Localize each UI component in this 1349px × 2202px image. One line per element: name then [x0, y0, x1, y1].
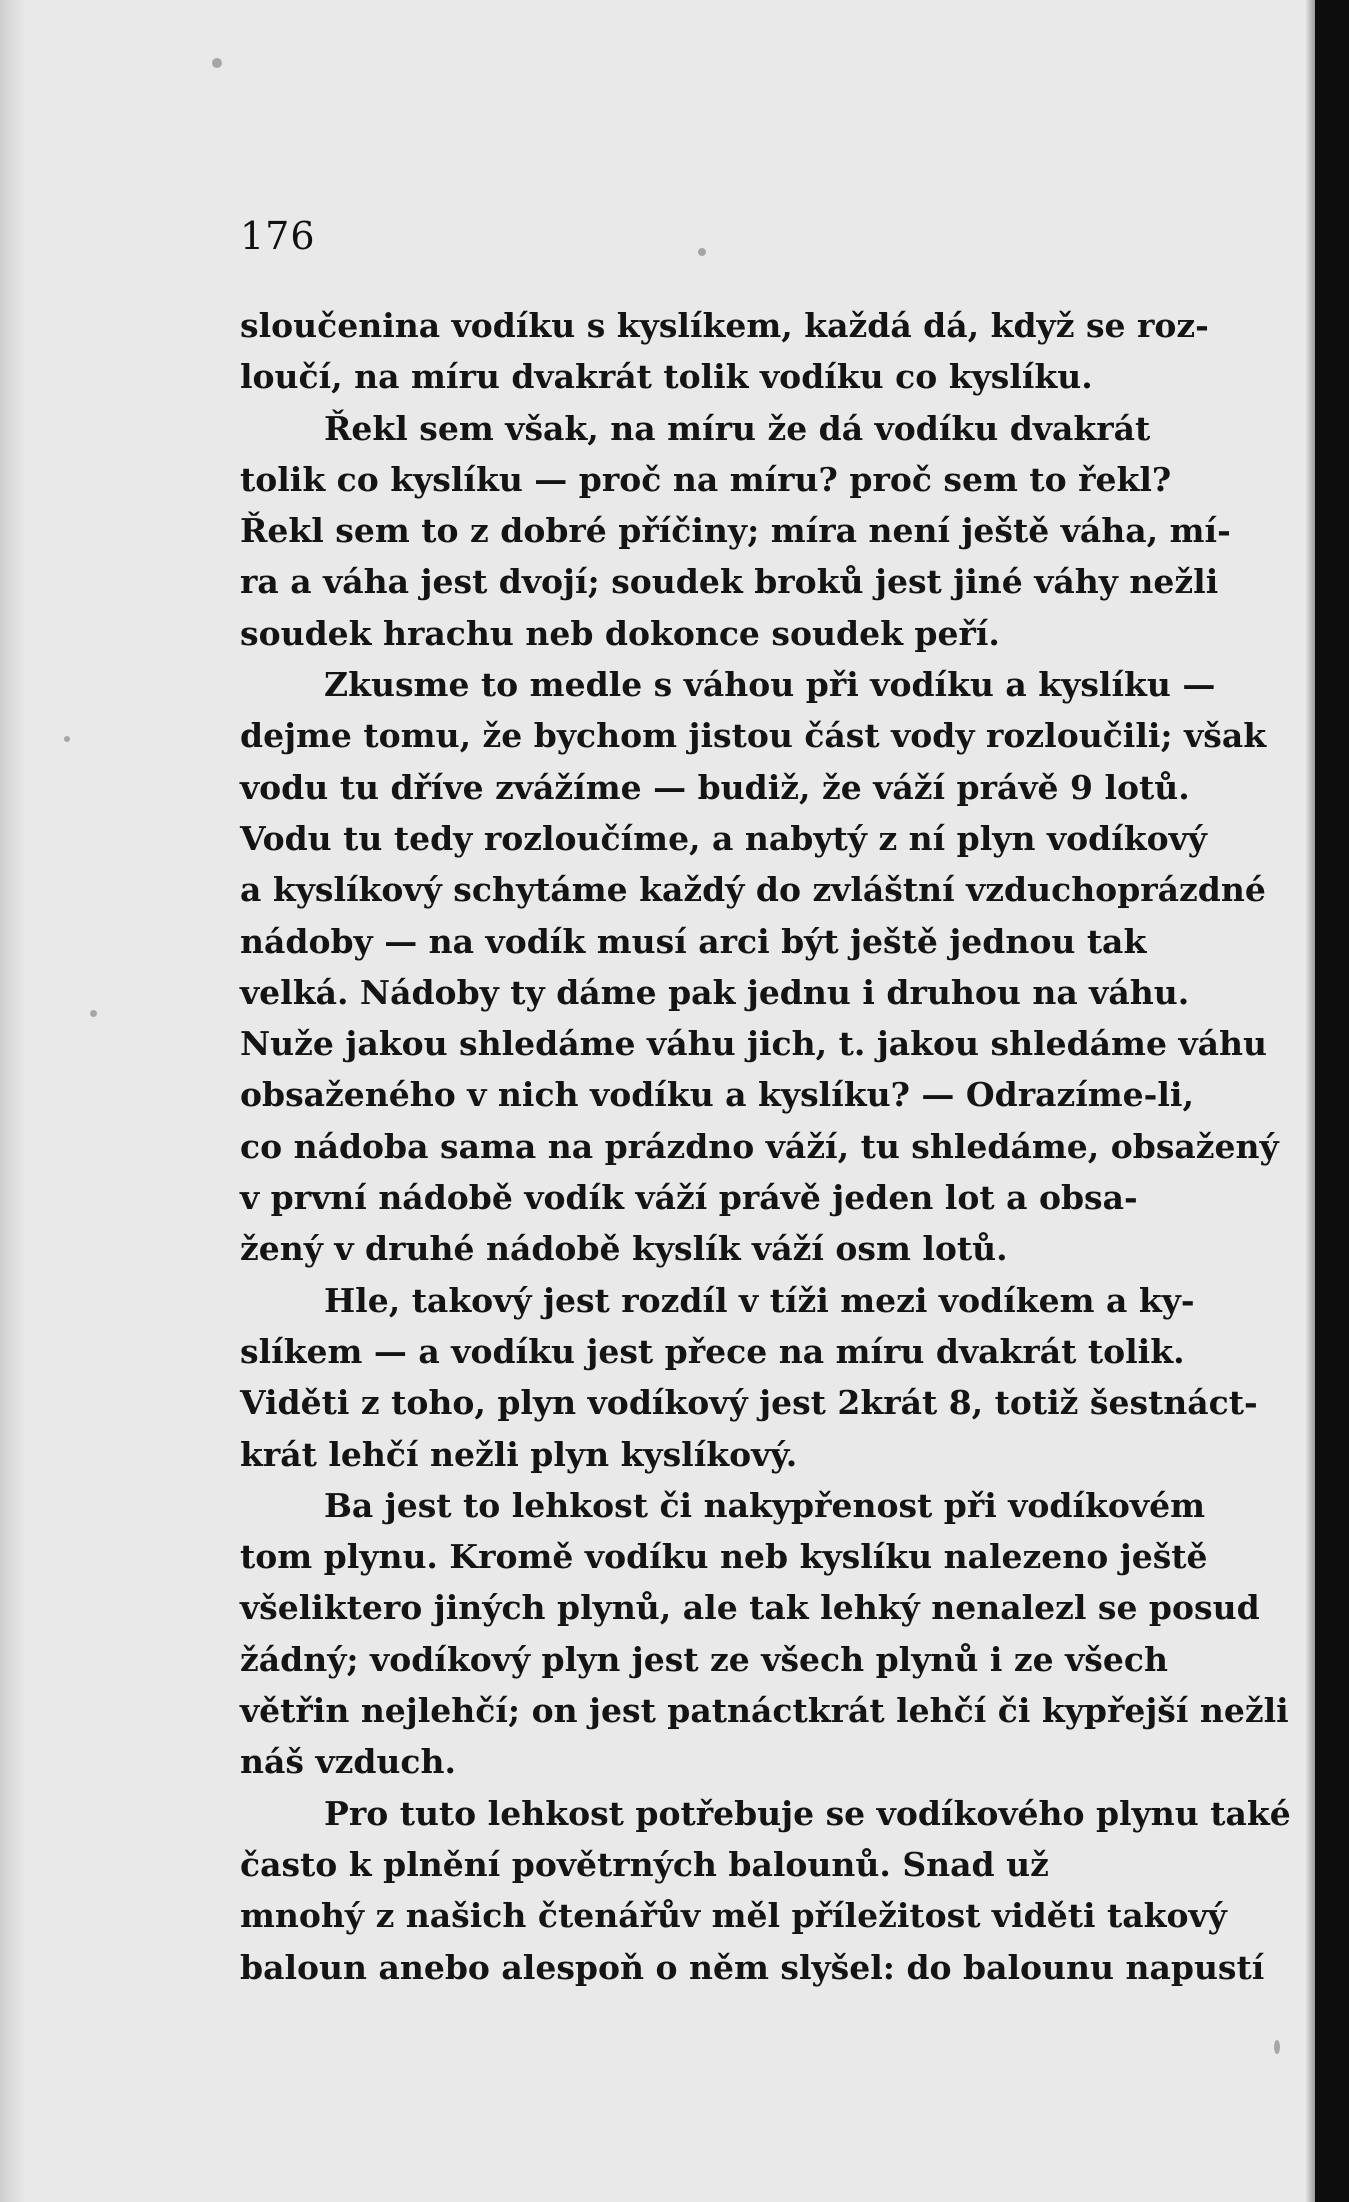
text-line: Nuže jakou shledáme váhu jich, t. jakou shledáme váhu — [240, 1024, 1267, 1064]
page-edge-shadow — [1305, 0, 1315, 2202]
text-line: krát lehčí nežli plyn kyslíkový. — [240, 1434, 798, 1474]
text-line: slíkem — a vodíku jest přece na míru dvakrát tolik. — [240, 1331, 1185, 1371]
text-line: větřin nejlehčí; on jest patnáctkrát lehčí či kypřejší nežli — [240, 1691, 1289, 1731]
scan-speck — [1274, 2040, 1280, 2054]
text-line: a kyslíkový schytáme každý do zvláštní vzduchoprázdné — [240, 870, 1266, 910]
text-line: Viděti z toho, plyn vodíkový jest 2krát 8, totiž šestnáct- — [240, 1383, 1258, 1423]
text-line: loučí, na míru dvakrát tolik vodíku co kyslíku. — [240, 357, 1093, 397]
text-line: Pro tuto lehkost potřebuje se vodíkového plynu také — [324, 1793, 1291, 1833]
text-line: soudek hrachu neb dokonce soudek peří. — [240, 613, 1000, 653]
text-line: mnohý z našich čtenářův měl příležitost viděti takový — [240, 1896, 1227, 1936]
text-line: Hle, takový jest rozdíl v tíži mezi vodíkem a ky- — [324, 1280, 1195, 1320]
page-number: 176 — [240, 214, 316, 258]
scan-speck — [90, 1010, 97, 1017]
text-line: často k plnění povětrných balounů. Snad už — [240, 1844, 1049, 1884]
text-line: Řekl sem to z dobré příčiny; míra není ještě váha, mí- — [240, 511, 1231, 551]
page-edge-right — [1315, 0, 1349, 2202]
text-line: Ba jest to lehkost či nakypřenost při vodíkovém — [324, 1485, 1206, 1525]
text-line: Zkusme to medle s váhou při vodíku a kyslíku — — [324, 665, 1216, 705]
text-line: tolik co kyslíku — proč na míru? proč sem to řekl? — [240, 459, 1172, 499]
text-line: žený v druhé nádobě kyslík váží osm lotů. — [240, 1229, 1008, 1269]
text-line: žádný; vodíkový plyn jest ze všech plynů i ze všech — [240, 1639, 1168, 1679]
text-line: Řekl sem však, na míru že dá vodíku dvakrát — [324, 408, 1151, 448]
scan-speck — [698, 248, 706, 256]
text-line: dejme tomu, že bychom jistou část vody rozloučili; však — [240, 716, 1267, 756]
text-line: vodu tu dříve zvážíme — budiž, že váží právě 9 lotů. — [240, 767, 1190, 807]
text-line: nádoby — na vodík musí arci být ještě jednou tak — [240, 921, 1147, 961]
text-line: tom plynu. Kromě vodíku neb kyslíku nalezeno ještě — [240, 1537, 1208, 1577]
scan-speck — [64, 736, 70, 742]
page-edge-left — [0, 0, 26, 2202]
text-line: velká. Nádoby ty dáme pak jednu i druhou na váhu. — [240, 972, 1190, 1012]
text-line: Vodu tu tedy rozloučíme, a nabytý z ní plyn vodíkový — [240, 818, 1207, 858]
body-text — [240, 300, 1294, 1993]
text-line: baloun anebo alespoň o něm slyšel: do balounu napustí — [240, 1947, 1265, 1987]
text-line: ra a váha jest dvojí; soudek broků jest jiné váhy nežli — [240, 562, 1219, 602]
text-line: co nádoba sama na prázdno váží, tu shledáme, obsažený — [240, 1126, 1279, 1166]
text-line: sloučenina vodíku s kyslíkem, každá dá, když se roz- — [240, 306, 1209, 345]
text-line: náš vzduch. — [240, 1742, 456, 1782]
text-line: obsaženého v nich vodíku a kyslíku? — Odrazíme-li, — [240, 1075, 1194, 1115]
text-line: v první nádobě vodík váží právě jeden lot a obsa- — [240, 1178, 1138, 1218]
scan-speck — [212, 58, 222, 68]
text-line: všeliktero jiných plynů, ale tak lehký nenalezl se posud — [240, 1588, 1260, 1628]
